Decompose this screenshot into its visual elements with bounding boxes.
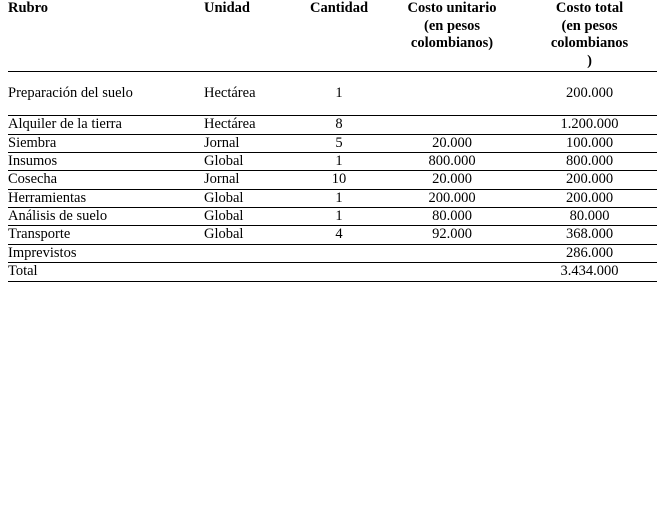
cell-rubro: Preparación del suelo: [8, 84, 133, 101]
table-row: [8, 152, 657, 170]
cell-rubro: Siembra: [8, 134, 57, 151]
column-header-costo-total-line2: (en pesos: [561, 17, 618, 34]
column-header-costo-total-line3: colombianos: [550, 35, 629, 52]
column-header-unidad: Unidad: [204, 0, 250, 16]
cell-unidad: [204, 263, 296, 281]
cell-cantidad: 10: [331, 171, 347, 188]
cell-costo-unitario: 800.000: [428, 152, 476, 169]
table-row: [8, 116, 657, 134]
cell-rubro: Alquiler de la tierra: [8, 116, 122, 133]
cell-costo-unitario: [382, 71, 522, 115]
cell-unidad: Global: [204, 208, 244, 225]
cell-rubro: Análisis de suelo: [8, 208, 108, 225]
cell-costo-total: 286.000: [565, 244, 614, 261]
cell-costo-total: 80.000: [569, 208, 610, 225]
cell-unidad: Global: [204, 152, 244, 169]
cell-costo-total: 200.000: [565, 171, 614, 188]
column-header-costo-unitario-line2: (en pesos: [424, 17, 480, 34]
cost-table: [8, 0, 657, 282]
cell-cantidad: 5: [335, 134, 343, 151]
cell-unidad: Hectárea: [204, 84, 256, 101]
cell-cantidad: 1: [335, 84, 343, 101]
cell-rubro: Total: [8, 263, 38, 280]
table-header-row: [8, 0, 657, 71]
table-row: [8, 244, 657, 262]
cell-rubro: Cosecha: [8, 171, 58, 188]
cell-costo-unitario: 20.000: [432, 134, 472, 151]
table-row: [8, 208, 657, 226]
cell-unidad: Hectárea: [204, 116, 256, 133]
table-row: [8, 171, 657, 189]
cell-costo-total: 800.000: [565, 152, 614, 169]
cell-costo-total: 1.200.000: [560, 116, 619, 133]
column-header-costo-unitario-line3: colombianos): [410, 35, 494, 52]
cell-cantidad: [296, 244, 382, 262]
column-header-costo-unitario-line1: Costo unitario: [407, 0, 497, 16]
cell-costo-total: 3.434.000: [560, 263, 619, 280]
cell-costo-total: 100.000: [565, 134, 614, 151]
table-row: [8, 71, 657, 115]
cell-cantidad: 1: [335, 152, 343, 169]
cell-rubro: Herramientas: [8, 189, 87, 206]
table-row: [8, 134, 657, 152]
cell-rubro: Insumos: [8, 152, 58, 169]
table-header: [8, 0, 657, 71]
cell-unidad: Jornal: [204, 171, 240, 188]
table-row: [8, 189, 657, 207]
cell-costo-total: 200.000: [565, 84, 614, 101]
cell-unidad: [204, 244, 296, 262]
cell-costo-total: 368.000: [565, 226, 614, 243]
cell-rubro: Imprevistos: [8, 244, 77, 261]
column-header-rubro: Rubro: [8, 0, 49, 16]
cell-cantidad: 4: [335, 226, 343, 243]
column-header-costo-total-line4: ): [587, 53, 592, 70]
cell-costo-unitario: 92.000: [432, 226, 472, 243]
column-header-costo-unitario: [382, 0, 522, 71]
cell-unidad: Global: [204, 226, 244, 243]
cell-costo-unitario: 200.000: [428, 189, 476, 206]
cell-costo-total: 200.000: [565, 189, 614, 206]
cell-rubro: Transporte: [8, 226, 71, 243]
cell-cantidad: 1: [335, 189, 343, 206]
table-row-total: [8, 263, 657, 281]
cell-costo-unitario: [382, 263, 522, 281]
cell-cantidad: [296, 263, 382, 281]
table-body: [8, 71, 657, 281]
table-row: [8, 226, 657, 244]
cell-costo-unitario: 80.000: [432, 208, 472, 225]
cell-costo-unitario: 20.000: [432, 171, 472, 188]
cell-costo-unitario: [382, 116, 522, 134]
cell-costo-unitario: [382, 244, 522, 262]
cell-unidad: Global: [204, 189, 244, 206]
column-header-costo-total: [522, 0, 657, 71]
cell-unidad: Jornal: [204, 134, 240, 151]
column-header-costo-total-line1: Costo total: [555, 0, 624, 16]
cell-cantidad: 1: [335, 208, 343, 225]
column-header-cantidad: Cantidad: [309, 0, 369, 16]
cell-cantidad: 8: [335, 116, 343, 133]
